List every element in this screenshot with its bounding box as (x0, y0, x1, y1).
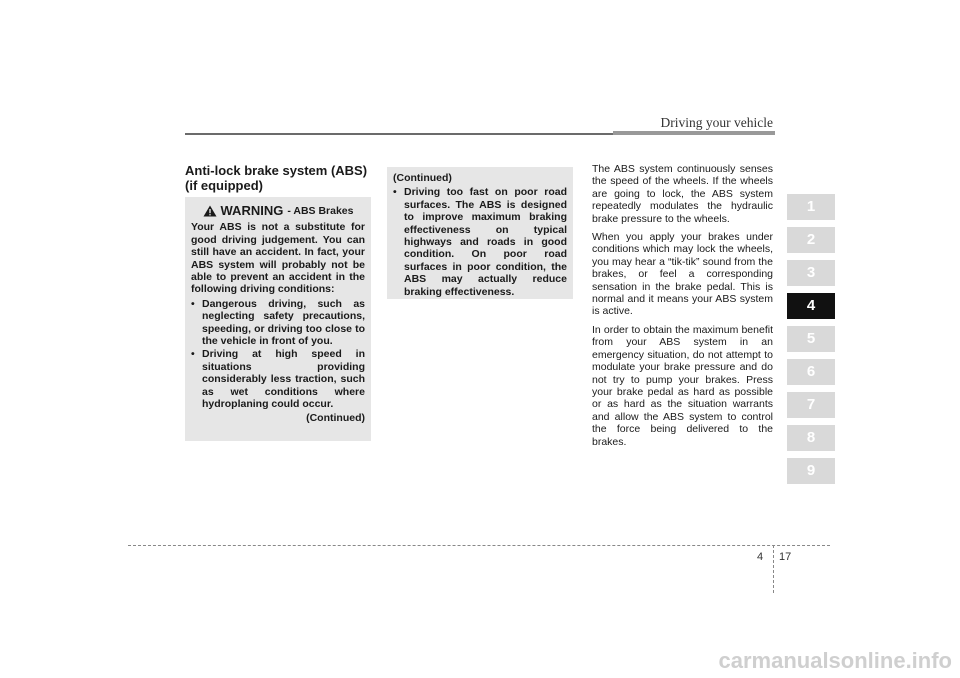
watermark: carmanualsonline.info (718, 648, 952, 673)
footer-divider (773, 545, 774, 593)
header-rule-accent (613, 131, 775, 135)
chapter-tab-3[interactable]: 3 (787, 260, 835, 286)
chapter-tab-5[interactable]: 5 (787, 326, 835, 352)
continued-bullet: • Driving too fast on poor road surfaces. The ABS is designed to improve maximum braking effectiveness on typical highways and roads in good condition. On poor road surfaces in poor condition, the ABS may actually reduce braking effectiveness. (393, 186, 567, 298)
chapter-tab-7[interactable]: 7 (787, 392, 835, 418)
warning-subtitle: - ABS Brakes (287, 205, 354, 217)
section-title-line2: (if equipped) (185, 178, 263, 193)
warning-bullet: • Driving at high speed in situations providing considerably less traction, such as wet conditions where hydroplaning could occur. (191, 348, 365, 410)
chapter-tab-6[interactable]: 6 (787, 359, 835, 385)
continued-warning-box (387, 167, 573, 299)
chapter-tab-8[interactable]: 8 (787, 425, 835, 451)
body-text (592, 163, 773, 454)
warning-triangle-icon (203, 205, 217, 217)
continued-bullet-list (393, 186, 567, 298)
chapter-tab-2[interactable]: 2 (787, 227, 835, 253)
body-paragraph: The ABS system continuously senses the speed of the wheels. If the wheels are going to lock, the ABS system repeatedly modulates the hydraulic brake pressure to the wheels. (592, 163, 773, 225)
warning-bullet-list (191, 298, 365, 411)
page-chapter-number: 4 (757, 551, 764, 563)
page-number: 17 (779, 551, 792, 563)
warning-continued: (Continued) (306, 411, 365, 424)
body-paragraph: When you apply your brakes under conditions which may lock the wheels, you may hear a “tik-tik” sound from the brakes, or feel a corresponding sensation in the brake pedal. This is normal and it means your ABS system is active. (592, 231, 773, 318)
warning-box (185, 197, 371, 441)
warning-bullet: • Dangerous driving, such as neglecting safety precautions, speeding, or driving too close to the vehicle in front of you. (191, 298, 365, 348)
continued-heading: (Continued) (393, 172, 452, 184)
running-header: Driving your vehicle (660, 115, 773, 130)
section-title (185, 163, 375, 193)
section-title-line1: Anti-lock brake system (ABS) (185, 163, 368, 178)
chapter-tabs (787, 194, 835, 491)
body-paragraph: In order to obtain the maximum benefit from your ABS system in an emergency situation, do not attempt to modulate your brake pressure and do not try to pump your brakes. Press your brake pedal as hard as possible or as hard as the situation warrants and allow the ABS system to control the force being delivered to the brakes. (592, 323, 773, 448)
warning-intro: Your ABS is not a substitute for good driving judgement. You can still have an accident. In fact, your ABS system will probably not be able to prevent an accident in the following driving conditions: (191, 221, 365, 296)
warning-label: WARNING (220, 203, 284, 218)
warning-header (191, 205, 365, 217)
footer-rule (128, 545, 830, 546)
chapter-tab-1[interactable]: 1 (787, 194, 835, 220)
chapter-tab-9[interactable]: 9 (787, 458, 835, 484)
chapter-tab-4[interactable]: 4 (787, 293, 835, 319)
